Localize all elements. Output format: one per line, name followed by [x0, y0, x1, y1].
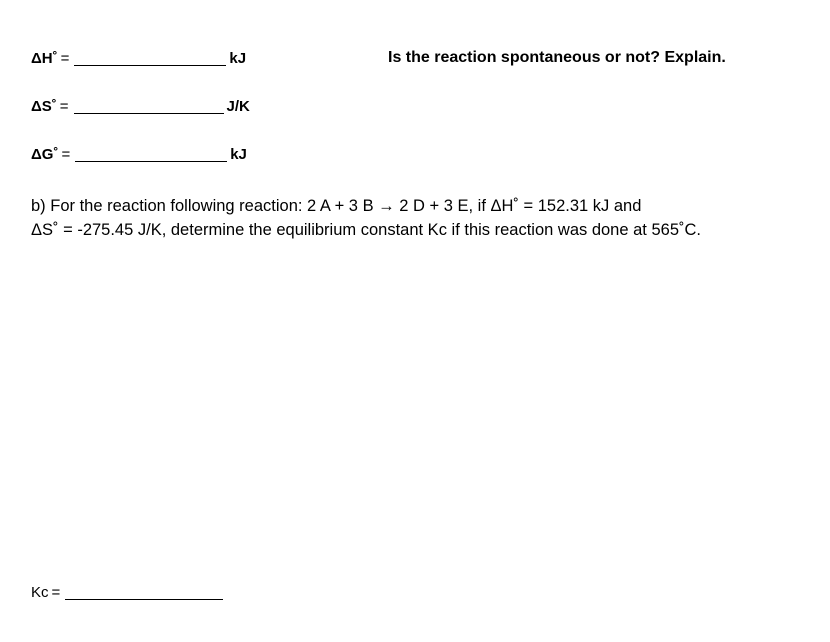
part-b-line-1: b) For the reaction following reaction: 2 A + 3 B → 2 D + 3 E, if ΔH˚ = 152.31 kJ and	[31, 197, 642, 215]
delta-h-answer-blank[interactable]	[74, 51, 226, 66]
delta-h-unit: kJ	[229, 50, 247, 67]
kc-answer-blank[interactable]	[65, 585, 223, 600]
delta-h-equals: =	[60, 50, 70, 67]
delta-g-unit: kJ	[230, 146, 247, 163]
delta-s-answer-blank[interactable]	[74, 99, 224, 114]
delta-h-row	[31, 50, 246, 68]
part-b-line-2: ΔS˚ = -275.45 J/K, determine the equilibrium constant Kc if this reaction was done at 565˚C.	[31, 221, 701, 239]
delta-g-answer-blank[interactable]	[75, 147, 227, 162]
spontaneity-question: Is the reaction spontaneous or not? Explain.	[388, 49, 726, 66]
delta-s-row	[31, 98, 250, 116]
kc-row	[31, 584, 223, 602]
kc-label: Kc	[31, 584, 49, 601]
delta-s-unit: J/K	[226, 98, 250, 115]
part-b-prompt	[31, 194, 811, 242]
delta-h-label: ΔH˚	[31, 50, 58, 67]
delta-g-equals: =	[61, 146, 71, 163]
delta-s-equals: =	[59, 98, 69, 115]
kc-equals: =	[51, 584, 61, 601]
delta-s-label: ΔS˚	[31, 98, 57, 115]
delta-g-row	[31, 146, 247, 164]
delta-g-label: ΔG˚	[31, 146, 59, 163]
